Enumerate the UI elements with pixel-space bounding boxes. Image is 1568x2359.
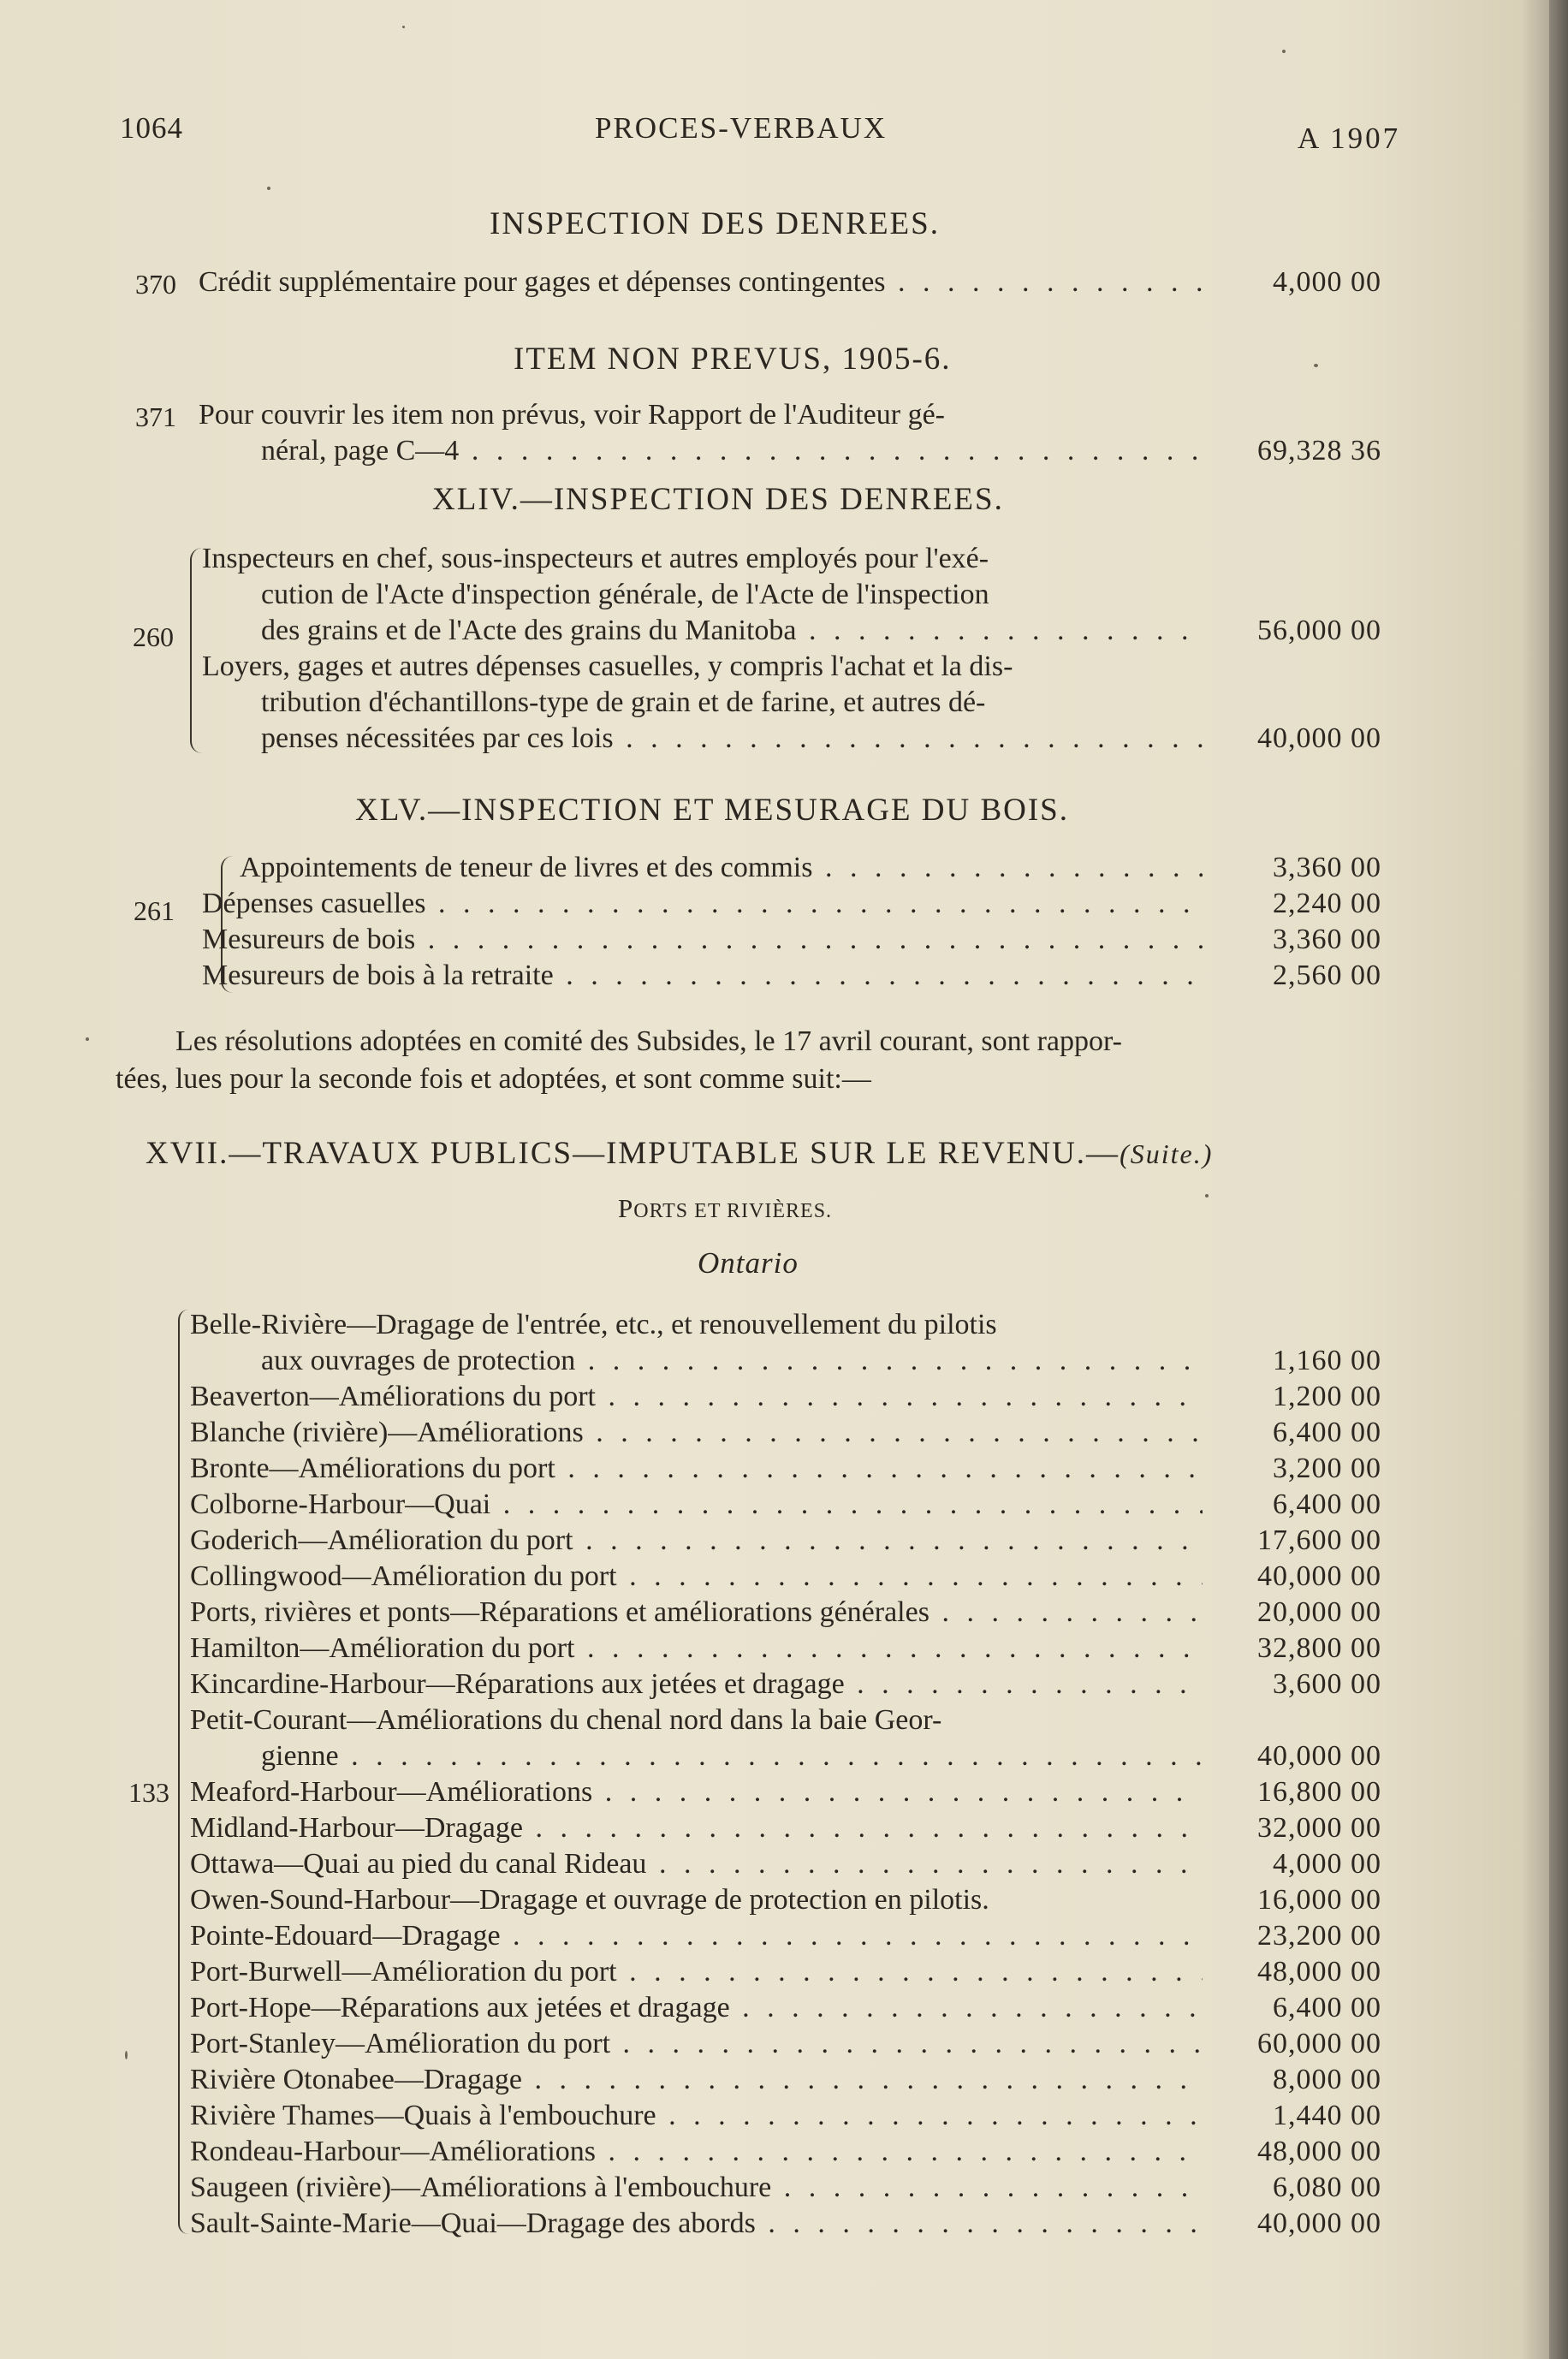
paper-speck	[1282, 50, 1286, 53]
paper-speck	[125, 2051, 128, 2059]
item-number: 371	[135, 401, 176, 432]
item-amount: 69,328 36	[1257, 435, 1381, 466]
item-text: Ottawa—Quai au pied du canal Rideau . . .	[190, 1846, 1203, 1882]
section-suite: (Suite.)	[1120, 1138, 1214, 1169]
item-amount: 40,000 00	[1257, 722, 1381, 754]
item-amount: 3,360 00	[1273, 852, 1381, 883]
item-text: Hamilton—Amélioration du port . . .	[190, 1631, 1203, 1667]
section-title: ITEM NON PREVUS, 1905-6.	[514, 342, 952, 377]
line-item	[0, 1631, 1568, 1667]
line-item	[0, 2206, 1568, 2242]
line-item	[0, 2062, 1568, 2098]
paper-speck	[1314, 364, 1318, 367]
vote-number: 133	[128, 1777, 169, 1808]
item-amount: 1,200 00	[1273, 1381, 1381, 1412]
item-amount: 17,600 00	[1257, 1524, 1381, 1556]
item-amount: 60,000 00	[1257, 2028, 1381, 2059]
line-item	[0, 433, 1568, 469]
line-item	[0, 1559, 1568, 1595]
year-label: A 1907	[1298, 122, 1401, 155]
line-item	[0, 264, 1568, 300]
item-text: Port-Burwell—Amélioration du port . . .	[190, 1954, 1203, 1990]
line-item	[0, 1882, 1568, 1918]
item-text-line: Belle-Rivière—Dragage de l'entrée, etc., et renouvellement du pilotis	[190, 1309, 997, 1340]
line-item	[0, 685, 1568, 721]
item-amount: 8,000 00	[1273, 2064, 1381, 2095]
item-amount: 4,000 00	[1273, 1848, 1381, 1880]
item-amount: 23,200 00	[1257, 1920, 1381, 1952]
vote-number: 260	[133, 621, 174, 652]
line-item	[0, 2026, 1568, 2062]
line-item	[0, 1307, 1568, 1343]
paragraph-text: tées, lues pour la seconde fois et adoptées, et sont comme suit:—	[116, 1063, 871, 1095]
item-text: Crédit supplémentaire pour gages et dépenses contingentes . . .	[199, 264, 1203, 300]
item-amount: 1,440 00	[1273, 2100, 1381, 2131]
paper-speck	[402, 26, 405, 28]
paragraph-line	[0, 1061, 1568, 1097]
item-amount: 6,400 00	[1273, 1488, 1381, 1520]
line-item	[0, 2098, 1568, 2134]
item-amount: 3,200 00	[1273, 1453, 1381, 1484]
item-text: Mesureurs de bois à la retraite . . .	[202, 958, 1203, 994]
section-title	[146, 1135, 1213, 1172]
section-title: XLV.—INSPECTION ET MESURAGE DU BOIS.	[355, 793, 1070, 828]
item-amount: 48,000 00	[1257, 2136, 1381, 2167]
item-text: Appointements de teneur de livres et des commis . . .	[240, 850, 1203, 886]
line-item	[0, 1702, 1568, 1738]
item-text: Mesureurs de bois . . .	[202, 922, 1203, 958]
line-item	[0, 1774, 1568, 1810]
item-text: Goderich—Amélioration du port . . .	[190, 1523, 1203, 1559]
item-text: Sault-Sainte-Marie—Quai—Dragage des abords . . .	[190, 2206, 1203, 2242]
item-text: Rondeau-Harbour—Améliorations . . .	[190, 2134, 1203, 2170]
item-text-line: néral, page C—4 . . .	[261, 433, 1203, 469]
item-text: Bronte—Améliorations du port . . .	[190, 1451, 1203, 1487]
vote-number: 261	[134, 895, 175, 926]
line-item	[0, 1343, 1568, 1379]
line-item	[0, 1810, 1568, 1846]
line-item	[0, 649, 1568, 685]
item-text: Port-Stanley—Amélioration du port . . .	[190, 2026, 1203, 2062]
section-title-text: XVII.—TRAVAUX PUBLICS—IMPUTABLE SUR LE REVENU.—	[146, 1136, 1120, 1171]
line-item	[0, 1415, 1568, 1451]
item-text: Dépenses casuelles . . .	[202, 886, 1203, 922]
item-text: Midland-Harbour—Dragage . . .	[190, 1810, 1203, 1846]
line-item	[0, 541, 1568, 577]
item-amount: 4,000 00	[1273, 266, 1381, 298]
item-amount: 40,000 00	[1257, 1560, 1381, 1592]
line-item	[0, 721, 1568, 757]
line-item	[0, 1451, 1568, 1487]
item-text: Collingwood—Amélioration du port . . .	[190, 1559, 1203, 1595]
item-text: Ports, rivières et ponts—Réparations et améliorations générales . . .	[190, 1595, 1203, 1631]
paper-speck	[1205, 1194, 1209, 1197]
item-amount: 20,000 00	[1257, 1596, 1381, 1628]
item-amount: 32,000 00	[1257, 1812, 1381, 1844]
item-amount: 6,080 00	[1273, 2172, 1381, 2203]
section-title: INSPECTION DES DENREES.	[490, 206, 940, 241]
item-text: Owen-Sound-Harbour—Dragage et ouvrage de protection en pilotis.	[190, 1884, 989, 1916]
item-text: Colborne-Harbour—Quai . . .	[190, 1487, 1203, 1523]
item-text-line: gienne . . .	[261, 1738, 1203, 1774]
line-item	[0, 397, 1568, 433]
item-amount: 2,560 00	[1273, 960, 1381, 991]
item-text: Kincardine-Harbour—Réparations aux jetées et dragage . . .	[190, 1667, 1203, 1702]
item-text-line: cution de l'Acte d'inspection générale, de l'Acte de l'inspection	[261, 579, 989, 610]
item-text: Meaford-Harbour—Améliorations . . .	[190, 1774, 1203, 1810]
line-item	[0, 850, 1568, 886]
item-amount: 56,000 00	[1257, 615, 1381, 646]
item-text-line: tribution d'échantillons-type de grain et de farine, et autres dé-	[261, 686, 986, 718]
line-item	[0, 613, 1568, 649]
running-title: PROCES-VERBAUX	[595, 111, 888, 145]
item-text: Blanche (rivière)—Améliorations . . .	[190, 1415, 1203, 1451]
line-item	[0, 1379, 1568, 1415]
item-text: Beaverton—Améliorations du port . . .	[190, 1379, 1203, 1415]
item-text-line: Inspecteurs en chef, sous-inspecteurs et autres employés pour l'exé-	[202, 543, 989, 574]
line-item	[0, 958, 1568, 994]
line-item	[0, 577, 1568, 613]
line-item	[0, 1487, 1568, 1523]
subsection-rest: ORTS ET RIVIÈRES.	[633, 1200, 833, 1222]
item-amount: 32,800 00	[1257, 1632, 1381, 1664]
line-item	[0, 1954, 1568, 1990]
paragraph-text: Les résolutions adoptées en comité des Subsides, le 17 avril courant, sont rappor-	[175, 1025, 1122, 1057]
item-text-line: Pour couvrir les item non prévus, voir Rapport de l'Auditeur gé-	[199, 399, 945, 431]
item-text-line: Petit-Courant—Améliorations du chenal nord dans la baie Geor-	[190, 1704, 942, 1736]
item-amount: 40,000 00	[1257, 2207, 1381, 2239]
item-amount: 48,000 00	[1257, 1956, 1381, 1988]
line-item	[0, 886, 1568, 922]
line-item	[0, 1918, 1568, 1954]
item-text-line: aux ouvrages de protection . . .	[261, 1343, 1203, 1379]
item-amount: 1,160 00	[1273, 1345, 1381, 1376]
line-item	[0, 2170, 1568, 2206]
item-number: 370	[135, 269, 176, 300]
item-text-line: des grains et de l'Acte des grains du Manitoba . . .	[261, 613, 1203, 649]
item-amount: 6,400 00	[1273, 1417, 1381, 1448]
line-item	[0, 1595, 1568, 1631]
item-amount: 2,240 00	[1273, 888, 1381, 919]
subsection-title	[618, 1193, 832, 1224]
paper-speck	[267, 187, 270, 190]
province-heading: Ontario	[698, 1246, 799, 1280]
item-amount: 16,800 00	[1257, 1776, 1381, 1808]
line-item	[0, 1738, 1568, 1774]
item-amount: 16,000 00	[1257, 1884, 1381, 1916]
page-header	[0, 111, 1568, 154]
item-text: Pointe-Edouard—Dragage . . .	[190, 1918, 1203, 1954]
item-amount: 3,600 00	[1273, 1668, 1381, 1700]
line-item	[0, 1990, 1568, 2026]
item-text-line: penses nécessitées par ces lois . . .	[261, 721, 1203, 757]
item-amount: 3,360 00	[1273, 924, 1381, 955]
line-item	[0, 922, 1568, 958]
item-text: Rivière Otonabee—Dragage . . .	[190, 2062, 1203, 2098]
line-item	[0, 1667, 1568, 1702]
section-title: XLIV.—INSPECTION DES DENREES.	[432, 482, 1004, 517]
paragraph-line	[0, 1024, 1568, 1060]
item-amount: 40,000 00	[1257, 1740, 1381, 1772]
item-text: Rivière Thames—Quais à l'embouchure . . .	[190, 2098, 1203, 2134]
page-number: 1064	[120, 111, 183, 145]
line-item	[0, 1523, 1568, 1559]
line-item	[0, 2134, 1568, 2170]
paper-speck	[86, 1037, 89, 1041]
subsection-cap: P	[618, 1193, 634, 1223]
item-text: Port-Hope—Réparations aux jetées et dragage . . .	[190, 1990, 1203, 2026]
item-text: Saugeen (rivière)—Améliorations à l'embouchure . . .	[190, 2170, 1203, 2206]
item-amount: 6,400 00	[1273, 1992, 1381, 2023]
line-item	[0, 1846, 1568, 1882]
item-text-line: Loyers, gages et autres dépenses casuelles, y compris l'achat et la dis-	[202, 651, 1013, 682]
